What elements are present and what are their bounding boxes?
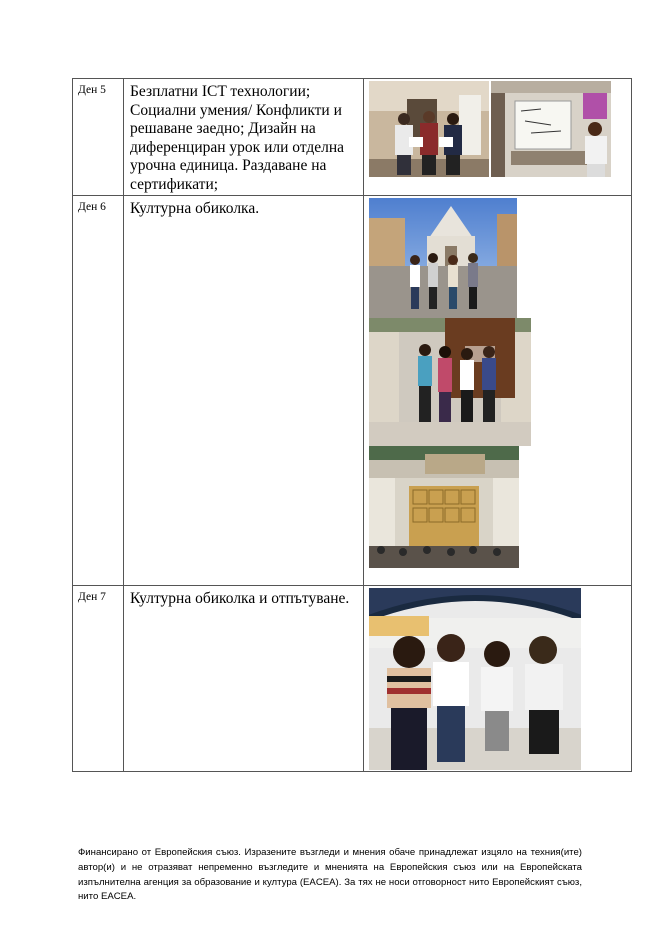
day-cell: Ден 5 (73, 79, 124, 196)
photo-whiteboard (491, 81, 611, 177)
activity-description: Безплатни ICT технологии; Социални умения/ Конфликти и решаване заедно; Дизайн на диференциран урок или отделна урочна единица. Раздаване на сертификати; (124, 79, 364, 196)
table-row (73, 196, 632, 586)
photo-duomo-door (369, 318, 631, 446)
photo-group-market (369, 588, 631, 770)
photo-baptistery-gates (369, 446, 631, 568)
photo-cell (364, 79, 632, 196)
day-cell: Ден 6 (73, 196, 124, 586)
day-cell: Ден 7 (73, 586, 124, 772)
activity-description: Културна обиколка. (124, 196, 364, 586)
funding-disclaimer: Финансирано от Европейския съюз. Изразените възгледи и мнения обаче принадлежат изцяло на техния(ите) автор(и) и не отразяват непременно възгледите и мненията на Европейския съюз или на Европейската изпълнителна агенция за образование и култура (EACEA). За тях не носи отговорност нито Европейският съюз, нито EACEA. (78, 847, 582, 903)
photo-cell (364, 586, 632, 772)
activity-description: Културна обиколка и отпътуване. (124, 586, 364, 772)
schedule-table (72, 78, 632, 772)
table-row (73, 79, 632, 196)
table-row (73, 586, 632, 772)
photo-cell (364, 196, 632, 586)
photo-santa-croce (369, 198, 631, 318)
photo-certificates (369, 81, 489, 177)
